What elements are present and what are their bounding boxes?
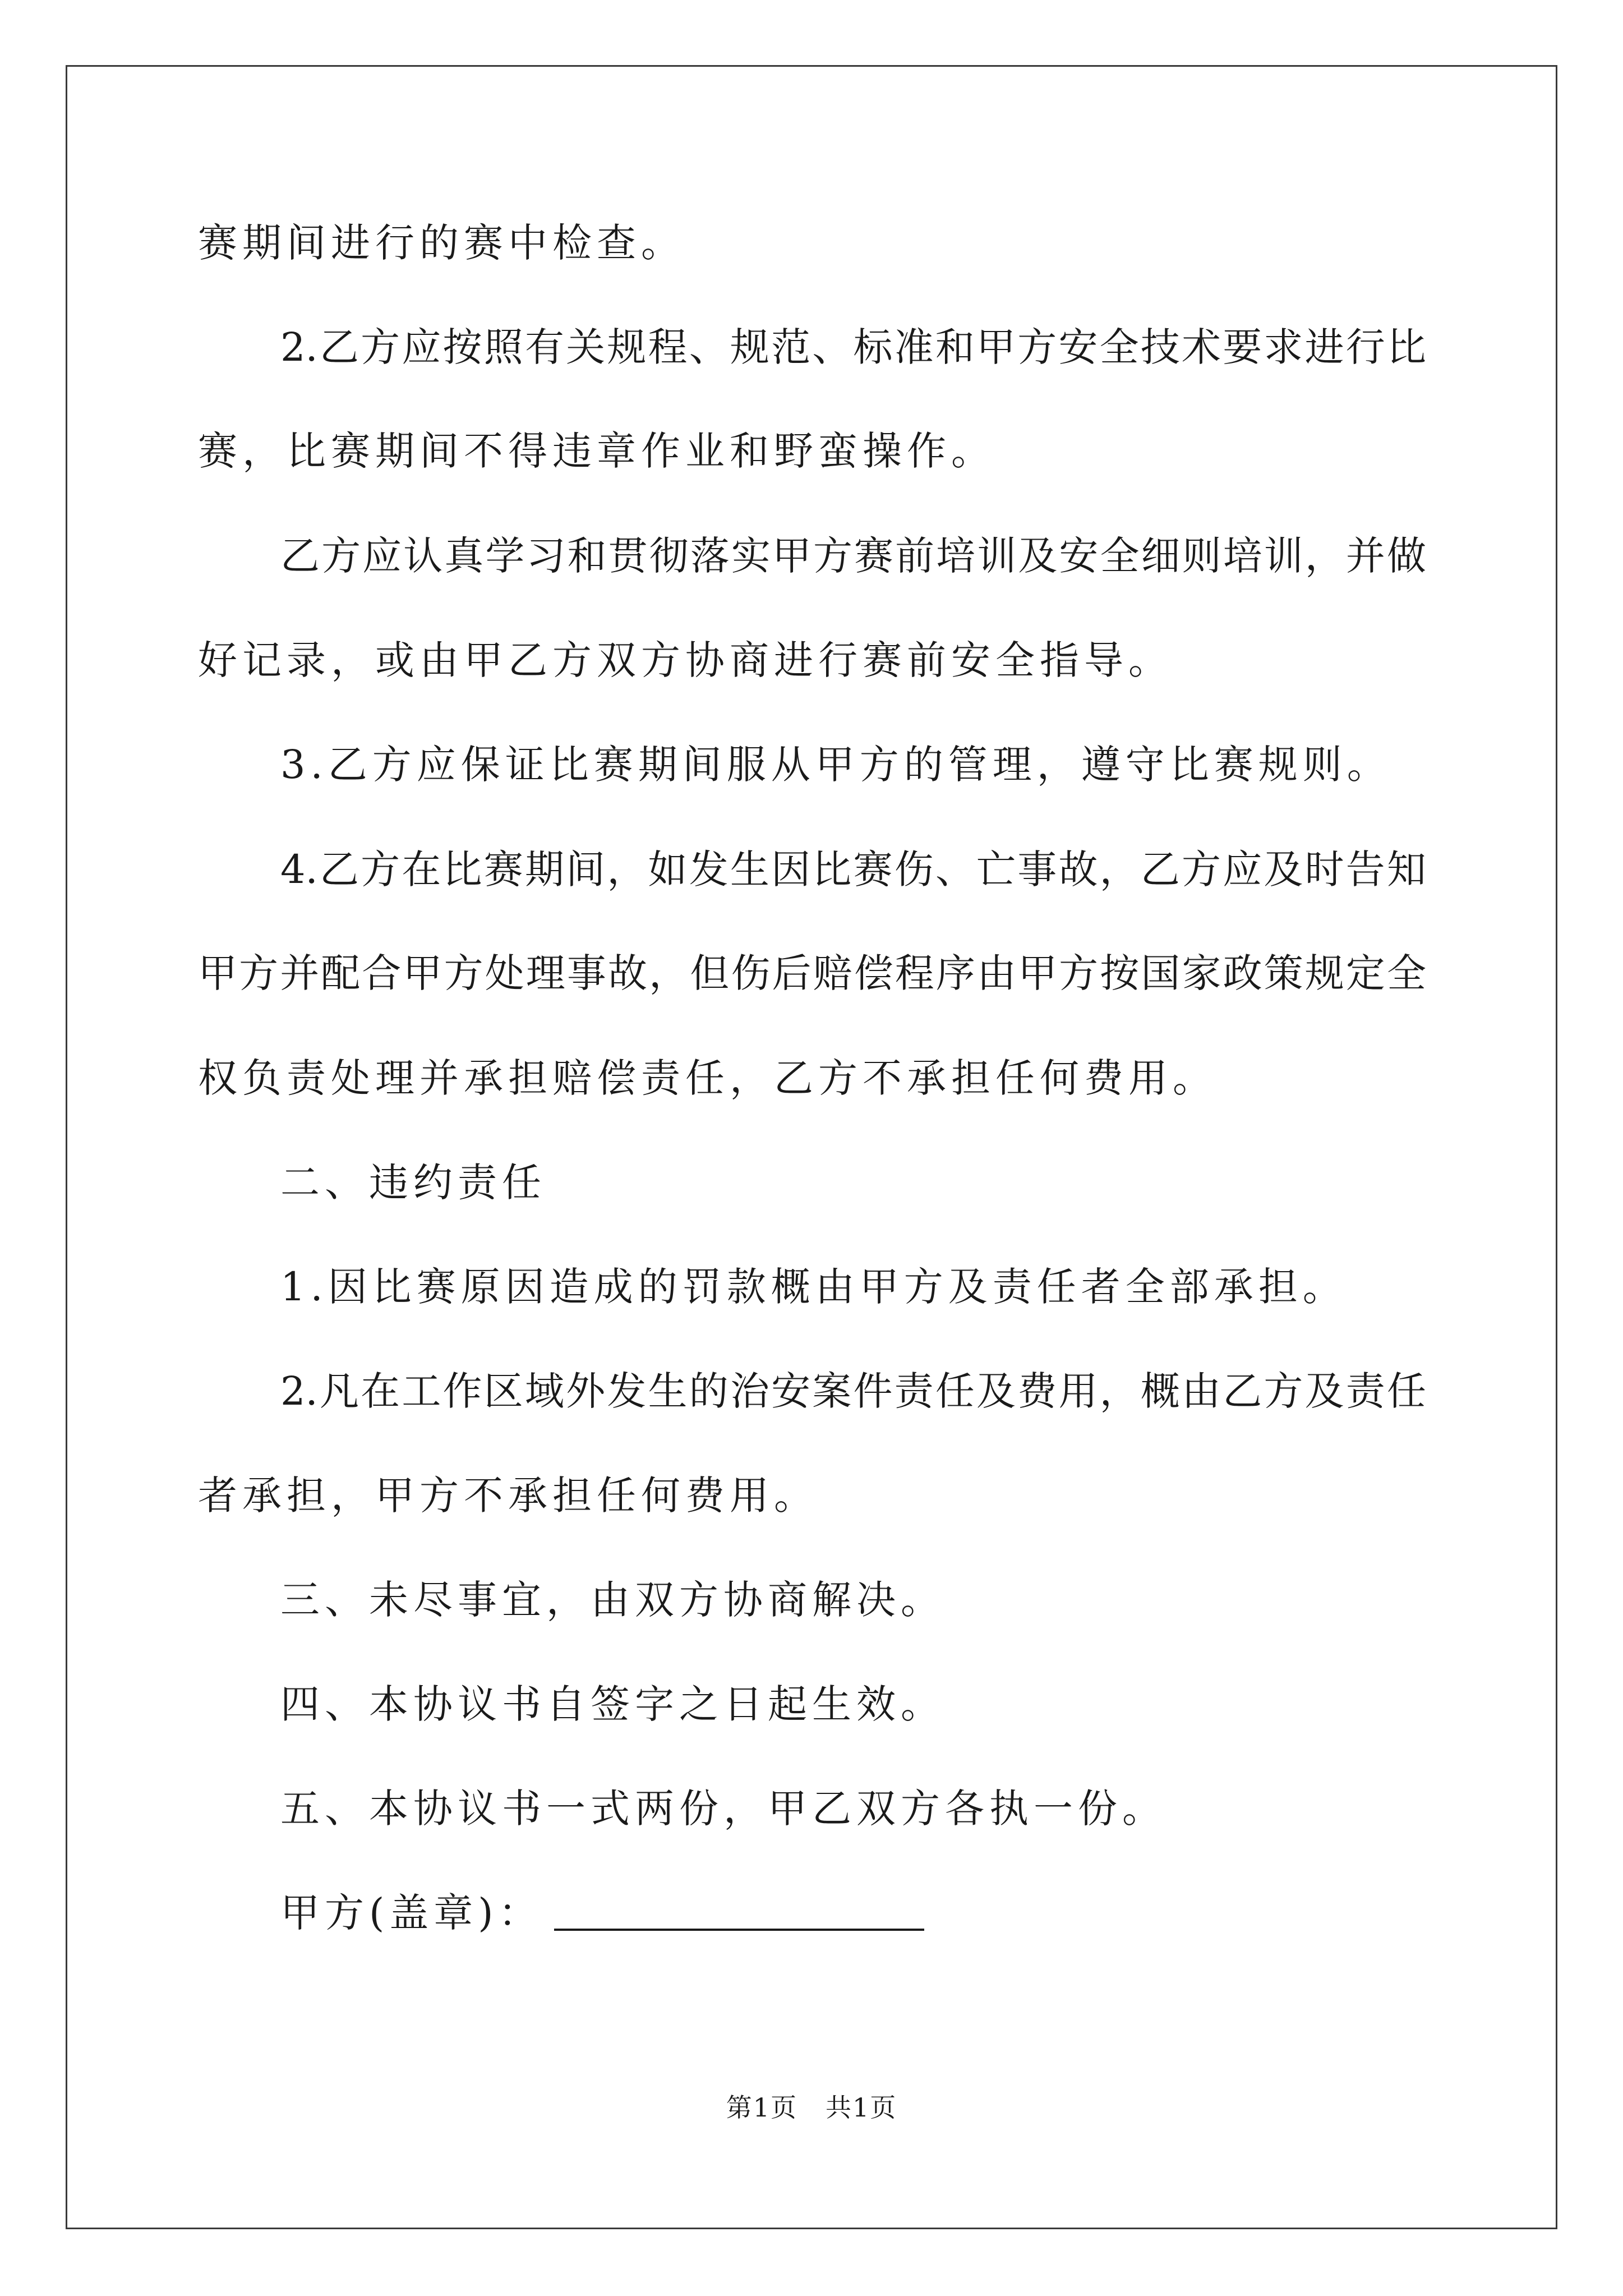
paragraph-line: 4.乙方在比赛期间，如发生因比赛伤、亡事故，乙方应及时告知 [280, 846, 1426, 892]
page-total: 共1页 [826, 2092, 897, 2123]
paragraph-line: 乙方应认真学习和贯彻落实甲方赛前培训及安全细则培训，并做 [280, 533, 1426, 579]
section-heading: 五、本协议书一式两份，甲乙双方各执一份。 [280, 1786, 1166, 1832]
paragraph-line: 3.乙方应保证比赛期间服从甲方的管理，遵守比赛规则。 [280, 742, 1391, 788]
signature-row [280, 1888, 924, 1938]
paragraph-line: 者承担，甲方不承担任何费用。 [198, 1473, 818, 1519]
paragraph-line: 1.因比赛原因造成的罚款概由甲方及责任者全部承担。 [280, 1264, 1347, 1310]
section-heading: 四、本协议书自签字之日起生效。 [280, 1681, 945, 1727]
paragraph-line: 好记录，或由甲乙方双方协商进行赛前安全指导。 [198, 637, 1173, 683]
section-heading: 三、未尽事宜，由双方协商解决。 [280, 1577, 945, 1623]
paragraph-line: 赛，比赛期间不得违章作业和野蛮操作。 [198, 428, 995, 474]
paragraph-line: 甲方并配合甲方处理事故，但伤后赔偿程序由甲方按国家政策规定全 [198, 950, 1426, 996]
paragraph-line: 2.乙方应按照有关规程、规范、标准和甲方安全技术要求进行比 [280, 324, 1426, 370]
paragraph-line: 权负责处理并承担赔偿责任，乙方不承担任何费用。 [198, 1055, 1217, 1101]
signature-label: 甲方(盖章)： [280, 1890, 543, 1936]
page-footer [0, 2091, 1623, 2124]
paragraph-line: 赛期间进行的赛中检查。 [198, 220, 685, 266]
paragraph-line: 2.凡在工作区域外发生的治安案件责任及费用，概由乙方及责任 [280, 1368, 1426, 1414]
page-number: 第1页 [726, 2092, 797, 2123]
signature-blank[interactable] [554, 1889, 924, 1931]
section-heading: 二、违约责任 [280, 1159, 546, 1205]
